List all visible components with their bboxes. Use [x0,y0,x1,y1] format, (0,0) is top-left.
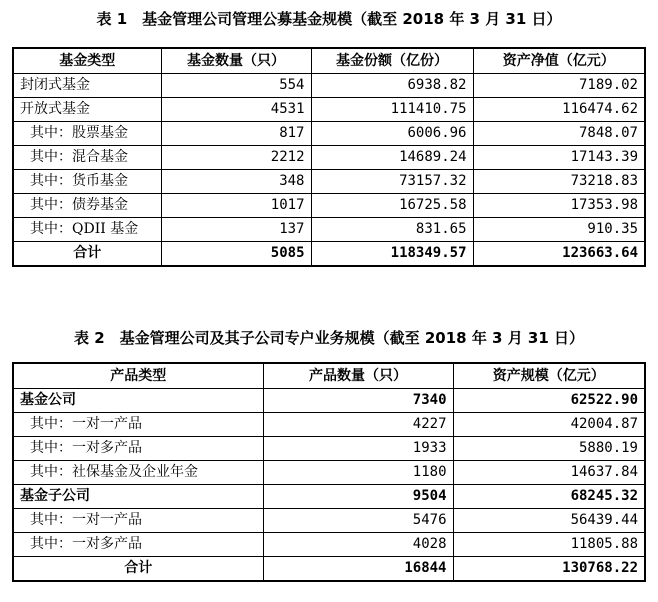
total-fund-count: 5085 [161,242,311,267]
table-row [13,146,645,170]
asset-scale: 42004.87 [453,413,645,437]
table-row [13,509,645,533]
fund-count: 2212 [161,146,311,170]
total-fund-shares: 118349.57 [311,242,473,267]
table-row [13,218,645,242]
row-label: 其中：一对多产品 [13,437,263,461]
table-row [13,98,645,122]
row-label: 开放式基金 [13,98,161,122]
asset-scale: 62522.90 [453,389,645,413]
row-label: 其中：混合基金 [13,146,161,170]
table-row [13,485,645,509]
fund-shares: 111410.75 [311,98,473,122]
row-label: 其中：股票基金 [13,122,161,146]
table2-caption: 表 2 基金管理公司及其子公司专户业务规模（截至 2018 年 3 月 31 日） [73,329,585,347]
fund-shares: 16725.58 [311,194,473,218]
row-label: 其中：一对一产品 [13,413,263,437]
net-assets: 17353.98 [473,194,645,218]
total-row [13,557,645,582]
row-label: 其中：QDII 基金 [13,218,161,242]
row-label: 其中：社保基金及企业年金 [13,461,263,485]
fund-count: 817 [161,122,311,146]
fund-shares: 73157.32 [311,170,473,194]
table-row [13,74,645,98]
net-assets: 7848.07 [473,122,645,146]
table-row [13,533,645,557]
total-label: 合计 [13,557,263,582]
product-count: 7340 [263,389,453,413]
header-product-type: 产品类型 [13,363,263,389]
row-label: 其中：货币基金 [13,170,161,194]
header-fund-shares: 基金份额（亿份） [311,48,473,74]
row-label: 其中：债券基金 [13,194,161,218]
total-net-assets: 123663.64 [473,242,645,267]
table-header-row [13,363,645,389]
total-row [13,242,645,267]
product-count: 5476 [263,509,453,533]
total-asset-scale: 130768.22 [453,557,645,582]
product-count: 1933 [263,437,453,461]
header-asset-scale: 资产规模（亿元） [453,363,645,389]
fund-count: 554 [161,74,311,98]
row-label: 基金子公司 [13,485,263,509]
fund-count: 137 [161,218,311,242]
product-count: 4227 [263,413,453,437]
row-label: 其中：一对一产品 [13,509,263,533]
fund-shares: 6938.82 [311,74,473,98]
asset-scale: 5880.19 [453,437,645,461]
fund-count: 348 [161,170,311,194]
row-label: 其中：一对多产品 [13,533,263,557]
net-assets: 910.35 [473,218,645,242]
net-assets: 73218.83 [473,170,645,194]
product-count: 9504 [263,485,453,509]
net-assets: 17143.39 [473,146,645,170]
fund-count: 4531 [161,98,311,122]
total-label: 合计 [13,242,161,267]
table-row [13,122,645,146]
table-row [13,194,645,218]
row-label: 基金公司 [13,389,263,413]
product-count: 1180 [263,461,453,485]
net-assets: 116474.62 [473,98,645,122]
table-row [13,461,645,485]
segregated-account-scale-table [12,362,646,582]
table-row [13,389,645,413]
fund-count: 1017 [161,194,311,218]
total-product-count: 16844 [263,557,453,582]
table1-caption: 表 1 基金管理公司管理公募基金规模（截至 2018 年 3 月 31 日） [96,10,562,28]
table-header-row [13,48,645,74]
header-fund-count: 基金数量（只） [161,48,311,74]
header-net-assets: 资产净值（亿元） [473,48,645,74]
table-row [13,413,645,437]
table-row [13,170,645,194]
asset-scale: 56439.44 [453,509,645,533]
asset-scale: 68245.32 [453,485,645,509]
fund-shares: 14689.24 [311,146,473,170]
asset-scale: 11805.88 [453,533,645,557]
header-product-count: 产品数量（只） [263,363,453,389]
table-row [13,437,645,461]
row-label: 封闭式基金 [13,74,161,98]
fund-shares: 6006.96 [311,122,473,146]
asset-scale: 14637.84 [453,461,645,485]
public-fund-scale-table [12,47,646,267]
net-assets: 7189.02 [473,74,645,98]
header-fund-type: 基金类型 [13,48,161,74]
fund-shares: 831.65 [311,218,473,242]
product-count: 4028 [263,533,453,557]
